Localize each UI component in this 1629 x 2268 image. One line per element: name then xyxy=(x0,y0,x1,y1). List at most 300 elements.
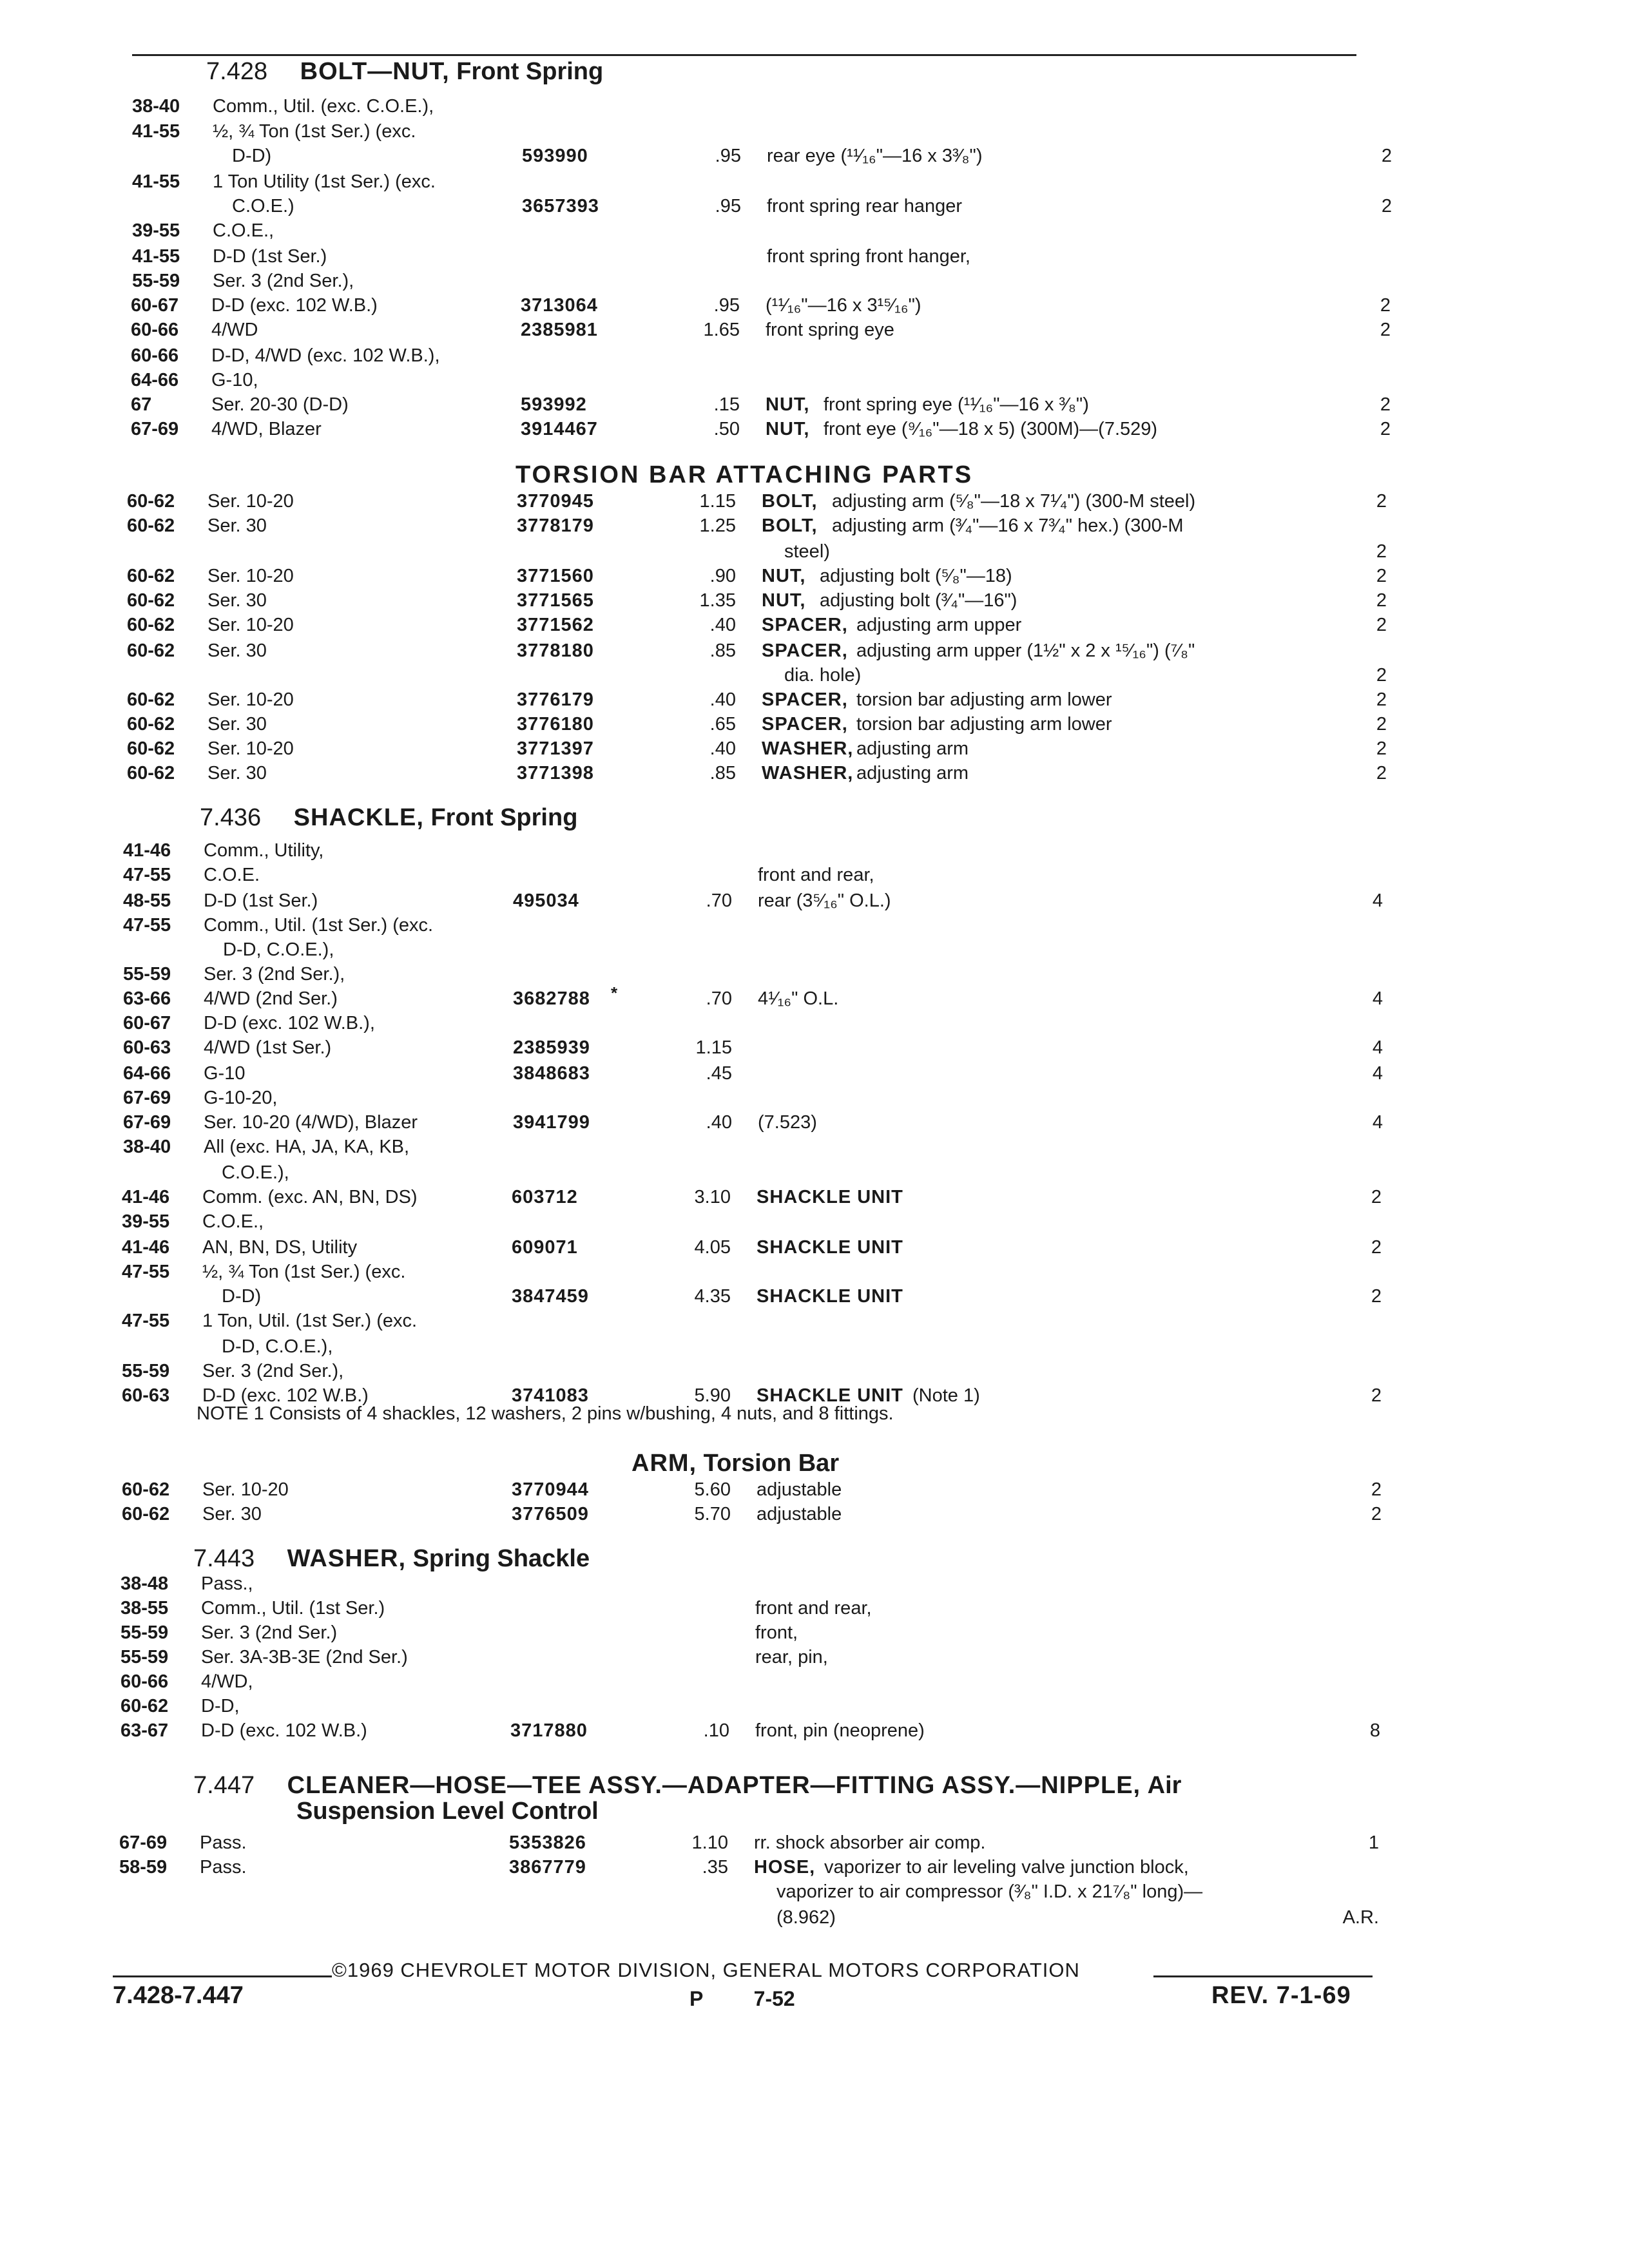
model-years: 60-62 xyxy=(127,566,175,586)
section-heading-torsion-bar: TORSION BAR ATTACHING PARTS xyxy=(516,461,974,488)
model-description: D-D, xyxy=(201,1696,240,1716)
item-description: (8.962) xyxy=(776,1907,836,1928)
section-heading-arm xyxy=(631,1450,839,1477)
part-number: 3778180 xyxy=(517,640,594,661)
item-name: BOLT, xyxy=(762,491,818,512)
table-row xyxy=(0,367,1629,393)
price: 5.70 xyxy=(694,1504,731,1524)
part-number: 3771397 xyxy=(517,738,594,759)
item-description: front spring eye xyxy=(766,320,894,340)
quantity: 2 xyxy=(1371,1187,1382,1207)
quantity: 2 xyxy=(1376,665,1387,686)
section-title: SHACKLE, xyxy=(293,804,424,831)
table-row xyxy=(0,736,1629,762)
item-description: 4¹⁄₁₆" O.L. xyxy=(758,988,839,1009)
table-row xyxy=(0,612,1629,638)
table-row xyxy=(0,912,1629,938)
section-title: CLEANER—HOSE—TEE ASSY.—ADAPTER—FITTING ASSY.—NIPPLE, xyxy=(287,1772,1141,1799)
quantity: 2 xyxy=(1371,1479,1382,1500)
model-description: AN, BN, DS, Utility xyxy=(202,1237,358,1258)
model-description: Ser. 3A-3B-3E (2nd Ser.) xyxy=(201,1647,408,1667)
item-description: front spring rear hanger xyxy=(767,196,963,216)
model-description: Pass., xyxy=(201,1573,253,1594)
part-number: 3847459 xyxy=(512,1286,589,1307)
part-number: 495034 xyxy=(513,890,579,911)
item-name: SPACER, xyxy=(762,615,848,635)
section-number: 7.436 xyxy=(200,804,262,831)
price: 1.35 xyxy=(699,590,736,611)
section-title: ARM, xyxy=(631,1450,697,1477)
model-description: Ser. 10-20 xyxy=(207,689,294,710)
price: 5.90 xyxy=(694,1385,731,1406)
table-row xyxy=(0,169,1629,195)
model-years: 55-59 xyxy=(123,964,171,985)
item-description: front eye (⁹⁄₁₆"—18 x 5) (300M)—(7.529) xyxy=(824,419,1158,439)
model-years: 67-69 xyxy=(123,1112,171,1133)
quantity: 4 xyxy=(1372,988,1383,1009)
model-description: Comm., Util. (1st Ser.) xyxy=(201,1598,385,1619)
part-number: 3848683 xyxy=(513,1063,590,1084)
part-number: 3776509 xyxy=(512,1504,589,1524)
part-number: 3657393 xyxy=(522,196,599,216)
item-description: adjusting bolt (⁵⁄₈"—18) xyxy=(820,566,1012,586)
part-number: 3713064 xyxy=(521,295,598,316)
table-row xyxy=(0,1334,1629,1360)
quantity: 2 xyxy=(1371,1504,1382,1524)
model-years: 38-55 xyxy=(120,1598,169,1619)
model-description: D-D (exc. 102 W.B.) xyxy=(202,1385,369,1406)
price: .85 xyxy=(709,640,736,661)
part-number: 603712 xyxy=(512,1187,578,1207)
item-name: HOSE, xyxy=(754,1857,816,1878)
footer-page-number: 7-52 xyxy=(753,1987,795,2010)
table-row xyxy=(0,1259,1629,1285)
model-description: 4/WD, Blazer xyxy=(211,419,322,439)
item-description: steel) xyxy=(784,541,830,562)
price: .70 xyxy=(706,890,732,911)
item-description: vaporizer to air leveling valve junction block, xyxy=(824,1857,1189,1878)
model-years: 60-62 xyxy=(127,590,175,611)
model-years: 63-66 xyxy=(123,988,171,1009)
table-row xyxy=(0,937,1629,963)
footer-page xyxy=(689,1987,795,2011)
model-years: 38-48 xyxy=(120,1573,169,1594)
table-row xyxy=(0,1905,1629,1930)
model-description: Ser. 3 (2nd Ser.) xyxy=(201,1622,338,1643)
table-row xyxy=(0,662,1629,688)
table-row xyxy=(0,961,1629,987)
section-number: 7.443 xyxy=(193,1545,255,1572)
model-description: C.O.E. xyxy=(204,865,260,885)
price: .85 xyxy=(709,763,736,783)
model-description: 4/WD xyxy=(211,320,258,340)
model-years: 60-62 xyxy=(127,714,175,735)
model-description: G-10, xyxy=(211,370,258,390)
table-row xyxy=(0,93,1629,119)
model-description: Ser. 30 xyxy=(207,640,267,661)
model-years: 60-66 xyxy=(120,1671,169,1692)
table-row xyxy=(0,392,1629,418)
model-description: C.O.E.) xyxy=(232,196,294,216)
table-row xyxy=(0,1035,1629,1061)
quantity: 2 xyxy=(1371,1286,1382,1307)
price: .40 xyxy=(709,738,736,759)
section-subtitle: Front Spring xyxy=(430,804,578,831)
section-subtitle: Front Spring xyxy=(456,58,604,85)
model-description: Ser. 10-20 (4/WD), Blazer xyxy=(204,1112,418,1133)
footer-revision: REV. 7-1-69 xyxy=(1211,1982,1351,2009)
model-years: 38-40 xyxy=(132,96,180,117)
price: .10 xyxy=(703,1720,729,1741)
price: .95 xyxy=(713,295,740,316)
price: .40 xyxy=(709,689,736,710)
model-description: D-D) xyxy=(232,146,272,166)
price: 3.10 xyxy=(694,1187,731,1207)
model-years: 67 xyxy=(131,394,152,415)
footer-copyright: ©1969 CHEVROLET MOTOR DIVISION, GENERAL MOTORS CORPORATION xyxy=(332,1959,1080,1981)
table-row xyxy=(0,1160,1629,1186)
quantity: 2 xyxy=(1376,590,1387,611)
quantity: 4 xyxy=(1372,890,1383,911)
model-description: 4/WD (1st Ser.) xyxy=(204,1037,332,1058)
part-number: 3776179 xyxy=(517,689,594,710)
model-description: C.O.E., xyxy=(202,1211,264,1232)
model-description: Pass. xyxy=(200,1857,247,1878)
table-row xyxy=(0,488,1629,514)
table-row xyxy=(0,563,1629,589)
part-number: 3771562 xyxy=(517,615,594,635)
section-subtitle: Torsion Bar xyxy=(703,1450,840,1477)
model-description: D-D (exc. 102 W.B.), xyxy=(204,1013,375,1033)
item-description: front spring front hanger, xyxy=(767,246,970,267)
price: .90 xyxy=(709,566,736,586)
price: .95 xyxy=(715,196,741,216)
part-number: 3867779 xyxy=(509,1857,586,1878)
footer-rule-left xyxy=(113,1975,332,1977)
section-number: 7.447 xyxy=(193,1772,255,1799)
table-row xyxy=(0,1718,1629,1744)
table-row xyxy=(0,1854,1629,1880)
item-name: BOLT, xyxy=(762,515,818,536)
model-years: 60-62 xyxy=(127,615,175,635)
item-name: SHACKLE UNIT xyxy=(757,1385,903,1406)
item-name: NUT, xyxy=(766,394,810,415)
item-name: SHACKLE UNIT xyxy=(757,1237,903,1258)
model-years: 55-59 xyxy=(120,1622,169,1643)
price: .45 xyxy=(706,1063,732,1084)
model-years: 47-55 xyxy=(123,865,171,885)
table-row xyxy=(0,888,1629,914)
model-description: Ser. 10-20 xyxy=(207,615,294,635)
item-description: adjusting arm upper xyxy=(856,615,1022,635)
price: .35 xyxy=(702,1857,728,1878)
top-rule xyxy=(132,54,1356,56)
model-description: Ser. 3 (2nd Ser.), xyxy=(204,964,345,985)
model-years: 39-55 xyxy=(132,220,180,241)
model-description: 1 Ton, Util. (1st Ser.) (exc. xyxy=(202,1311,418,1331)
model-description: Ser. 30 xyxy=(207,590,267,611)
section-heading-7-447 xyxy=(193,1772,1181,1800)
quantity: 4 xyxy=(1372,1037,1383,1058)
table-row xyxy=(0,268,1629,294)
section-subtitle: Air xyxy=(1147,1772,1182,1799)
item-description: torsion bar adjusting arm lower xyxy=(856,689,1112,710)
quantity: 8 xyxy=(1369,1720,1380,1741)
model-description: Ser. 30 xyxy=(207,763,267,783)
model-years: 41-55 xyxy=(132,121,180,142)
model-description: ½, ¾ Ton (1st Ser.) (exc. xyxy=(213,121,416,142)
model-description: Ser. 30 xyxy=(207,515,267,536)
item-description: adjusting arm upper (1½" x 2 x ¹⁵⁄₁₆") (⁷⁄₈" xyxy=(856,640,1195,661)
model-description: D-D, C.O.E.), xyxy=(222,1336,333,1357)
model-years: 41-55 xyxy=(132,171,180,192)
table-row xyxy=(0,638,1629,664)
part-number: 3771398 xyxy=(517,763,594,783)
table-row xyxy=(0,143,1629,169)
item-description: (Note 1) xyxy=(912,1385,980,1406)
model-years: 47-55 xyxy=(123,915,171,936)
model-description: D-D (exc. 102 W.B.) xyxy=(201,1720,367,1741)
model-years: 55-59 xyxy=(122,1361,170,1381)
table-row xyxy=(0,343,1629,369)
model-description: Ser. 30 xyxy=(202,1504,262,1524)
section-heading-7-443 xyxy=(193,1545,590,1573)
model-years: 60-62 xyxy=(127,738,175,759)
item-name: SHACKLE UNIT xyxy=(757,1286,903,1307)
section-title: WASHER, xyxy=(287,1545,407,1572)
part-number: 3776180 xyxy=(517,714,594,735)
model-description: Ser. 3 (2nd Ser.), xyxy=(213,271,354,291)
price: .95 xyxy=(715,146,741,166)
price: .65 xyxy=(709,714,736,735)
model-description: D-D, C.O.E.), xyxy=(223,939,334,960)
model-years: 41-46 xyxy=(122,1237,170,1258)
quantity: 2 xyxy=(1376,738,1387,759)
model-description: Ser. 30 xyxy=(207,714,267,735)
model-years: 48-55 xyxy=(123,890,171,911)
table-row xyxy=(0,986,1629,1012)
table-row xyxy=(0,218,1629,244)
quantity: 2 xyxy=(1371,1237,1382,1258)
part-number: 2385939 xyxy=(513,1037,590,1058)
item-description: adjustable xyxy=(757,1504,842,1524)
model-description: D-D (1st Ser.) xyxy=(213,246,327,267)
model-years: 67-69 xyxy=(131,419,179,439)
item-name: NUT, xyxy=(762,590,806,611)
quantity: 2 xyxy=(1376,491,1387,512)
item-description: adjustable xyxy=(757,1479,842,1500)
model-years: 60-63 xyxy=(122,1385,170,1406)
table-row xyxy=(0,244,1629,269)
model-description: 4/WD, xyxy=(201,1671,253,1692)
quantity: 2 xyxy=(1376,615,1387,635)
model-description: D-D (exc. 102 W.B.) xyxy=(211,295,378,316)
model-description: G-10 xyxy=(204,1063,246,1084)
model-description: Comm., Util. (exc. C.O.E.), xyxy=(213,96,434,117)
part-number: 3771560 xyxy=(517,566,594,586)
part-number: 593990 xyxy=(522,146,588,166)
price: 5.60 xyxy=(694,1479,731,1500)
table-row xyxy=(0,1085,1629,1111)
part-number: 3914467 xyxy=(521,419,598,439)
price: 1.10 xyxy=(691,1832,728,1853)
table-row xyxy=(0,1830,1629,1856)
part-number: 3682788 xyxy=(513,988,590,1009)
table-row xyxy=(0,193,1629,219)
item-name: SHACKLE UNIT xyxy=(757,1187,903,1207)
item-description: front spring eye (¹¹⁄₁₆"—16 x ³⁄₈") xyxy=(824,394,1089,415)
table-row xyxy=(0,687,1629,713)
model-years: 41-55 xyxy=(132,246,180,267)
item-name: SPACER, xyxy=(762,714,848,735)
model-description: ½, ¾ Ton (1st Ser.) (exc. xyxy=(202,1262,406,1282)
price: .40 xyxy=(706,1112,732,1133)
table-row xyxy=(0,1061,1629,1086)
part-number: 609071 xyxy=(512,1237,578,1258)
item-name: SPACER, xyxy=(762,689,848,710)
item-description: torsion bar adjusting arm lower xyxy=(856,714,1112,735)
quantity: 2 xyxy=(1380,419,1391,439)
model-years: 60-63 xyxy=(123,1037,171,1058)
model-description: All (exc. HA, JA, KA, KB, xyxy=(204,1137,410,1157)
quantity: 4 xyxy=(1372,1112,1383,1133)
price: .50 xyxy=(713,419,740,439)
model-years: 41-46 xyxy=(123,840,171,861)
model-description: Comm., Utility, xyxy=(204,840,324,861)
table-row xyxy=(0,862,1629,888)
model-years: 60-66 xyxy=(131,345,179,366)
part-number: 3770944 xyxy=(512,1479,589,1500)
part-number: 5353826 xyxy=(509,1832,586,1853)
model-description: Comm. (exc. AN, BN, DS) xyxy=(202,1187,418,1207)
section-heading-7-447-line2 xyxy=(296,1798,599,1825)
item-description: rear, pin, xyxy=(755,1647,828,1667)
table-row xyxy=(0,1010,1629,1036)
section-heading-7-436 xyxy=(200,804,577,832)
section-title: BOLT—NUT, xyxy=(300,58,450,85)
table-row xyxy=(0,1209,1629,1235)
part-number: 3771565 xyxy=(517,590,594,611)
model-description: G-10-20, xyxy=(204,1088,278,1108)
quantity: 2 xyxy=(1381,196,1392,216)
table-row xyxy=(0,1595,1629,1621)
quantity: 4 xyxy=(1372,1063,1383,1084)
table-row xyxy=(0,1693,1629,1719)
section-number: 7.428 xyxy=(206,58,268,85)
price: 4.35 xyxy=(694,1286,731,1307)
table-row xyxy=(0,760,1629,786)
item-description: front, xyxy=(755,1622,798,1643)
model-description: Comm., Util. (1st Ser.) (exc. xyxy=(204,915,434,936)
model-years: 64-66 xyxy=(131,370,179,390)
model-description: Pass. xyxy=(200,1832,247,1853)
model-years: 60-62 xyxy=(127,763,175,783)
model-years: 55-59 xyxy=(120,1647,169,1667)
table-row xyxy=(0,1308,1629,1334)
quantity: 2 xyxy=(1380,295,1391,316)
table-row xyxy=(0,838,1629,863)
item-name: NUT, xyxy=(762,566,806,586)
model-years: 60-62 xyxy=(127,640,175,661)
model-years: 60-62 xyxy=(120,1696,169,1716)
table-row xyxy=(0,293,1629,318)
quantity: 2 xyxy=(1376,541,1387,562)
section-subtitle: Spring Shackle xyxy=(412,1545,590,1572)
table-row xyxy=(0,1669,1629,1695)
price: 1.15 xyxy=(699,491,736,512)
model-years: 63-67 xyxy=(120,1720,169,1741)
quantity: 2 xyxy=(1380,320,1391,340)
model-years: 41-46 xyxy=(122,1187,170,1207)
model-years: 60-62 xyxy=(127,515,175,536)
table-row xyxy=(0,1644,1629,1670)
model-description: 4/WD (2nd Ser.) xyxy=(204,988,338,1009)
table-row xyxy=(0,1110,1629,1135)
item-description: rear eye (¹¹⁄₁₆"—16 x 3³⁄₈") xyxy=(767,146,983,166)
item-description: adjusting bolt (³⁄₄"—16") xyxy=(820,590,1017,611)
price: .40 xyxy=(709,615,736,635)
model-description: C.O.E., xyxy=(213,220,275,241)
table-row xyxy=(0,119,1629,144)
price: 4.05 xyxy=(694,1237,731,1258)
note-1: NOTE 1 Consists of 4 shackles, 12 washers, 2 pins w/bushing, 4 nuts, and 8 fittings. xyxy=(197,1403,894,1424)
model-years: 58-59 xyxy=(119,1857,168,1878)
item-description: (7.523) xyxy=(758,1112,817,1133)
table-row xyxy=(0,1358,1629,1384)
quantity: 2 xyxy=(1380,394,1391,415)
item-description: adjusting arm (⁵⁄₈"—18 x 7¹⁄₄") (300-M steel) xyxy=(832,491,1196,512)
model-description: Ser. 3 (2nd Ser.), xyxy=(202,1361,344,1381)
model-years: 67-69 xyxy=(123,1088,171,1108)
model-description: Ser. 10-20 xyxy=(207,491,294,512)
part-number: 3778179 xyxy=(517,515,594,536)
price: 1.65 xyxy=(703,320,740,340)
item-description: adjusting arm xyxy=(856,738,969,759)
item-name: NUT, xyxy=(766,419,810,439)
model-description: D-D, 4/WD (exc. 102 W.B.), xyxy=(211,345,440,366)
quantity: 2 xyxy=(1376,566,1387,586)
model-description: Ser. 20-30 (D-D) xyxy=(211,394,349,415)
model-years: 38-40 xyxy=(123,1137,171,1157)
part-number: 3741083 xyxy=(512,1385,589,1406)
part-number: 593992 xyxy=(521,394,587,415)
model-years: 47-55 xyxy=(122,1262,170,1282)
item-description: rr. shock absorber air comp. xyxy=(754,1832,986,1853)
part-marker: * xyxy=(611,983,618,1003)
model-years: 55-59 xyxy=(132,271,180,291)
model-years: 60-66 xyxy=(131,320,179,340)
model-description: D-D) xyxy=(222,1286,262,1307)
item-name: WASHER, xyxy=(762,763,854,783)
table-row xyxy=(0,1620,1629,1646)
model-years: 60-62 xyxy=(127,689,175,710)
price: 1.15 xyxy=(695,1037,732,1058)
item-description: front, pin (neoprene) xyxy=(755,1720,925,1741)
table-row xyxy=(0,588,1629,613)
table-row xyxy=(0,1879,1629,1905)
quantity: 2 xyxy=(1376,714,1387,735)
table-row xyxy=(0,1134,1629,1160)
table-row xyxy=(0,711,1629,737)
footer-rule-right xyxy=(1153,1975,1373,1977)
model-years: 60-62 xyxy=(127,491,175,512)
table-row xyxy=(0,416,1629,442)
model-description: D-D (1st Ser.) xyxy=(204,890,318,911)
part-number: 3770945 xyxy=(517,491,594,512)
part-number: 2385981 xyxy=(521,320,598,340)
item-description: vaporizer to air compressor (³⁄₈" I.D. x 21⁷⁄₈" long)— xyxy=(776,1881,1203,1902)
table-row xyxy=(0,317,1629,343)
